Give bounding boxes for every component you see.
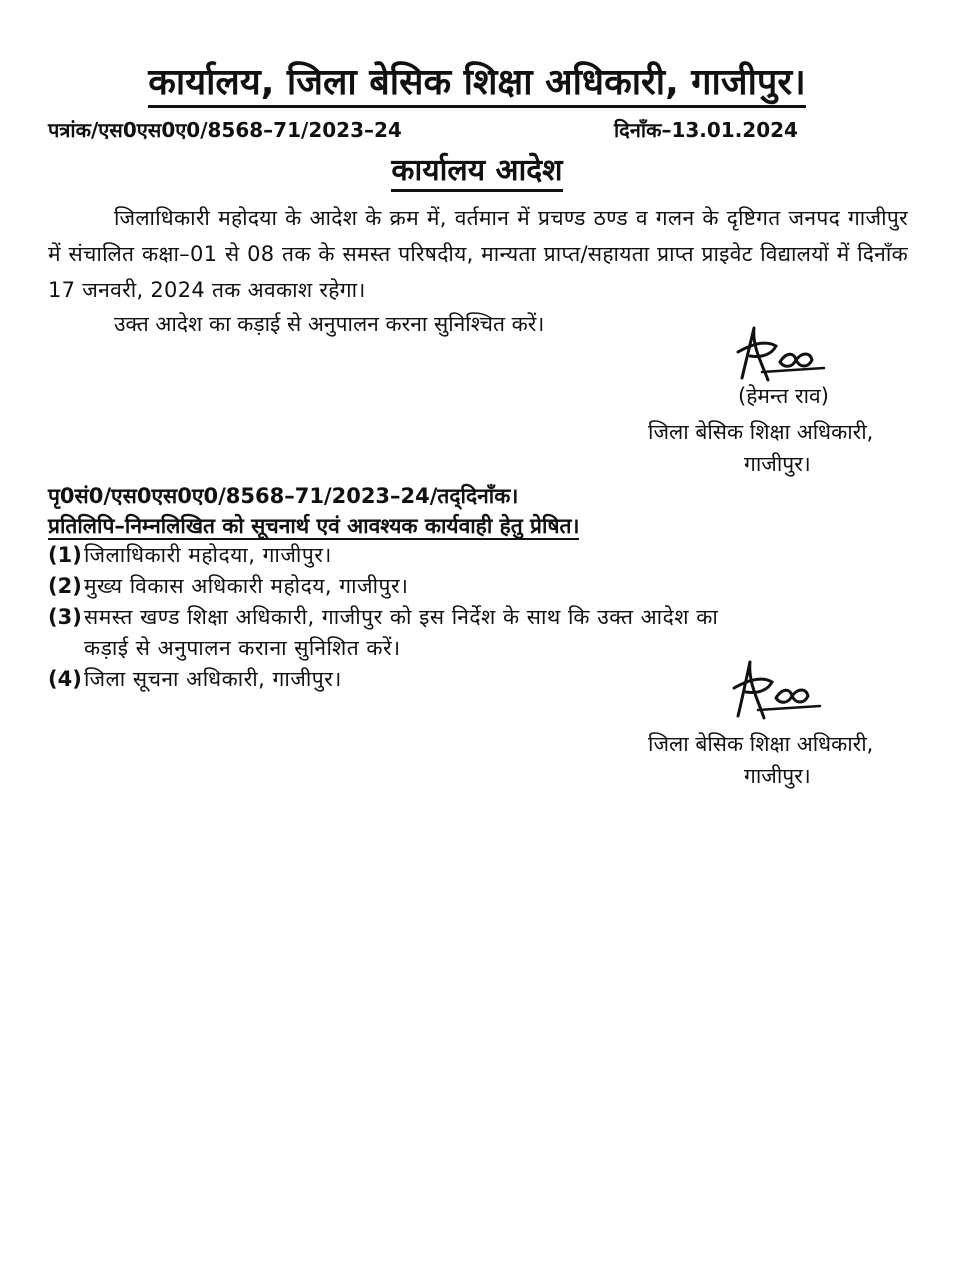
signature-2 <box>728 656 828 722</box>
copy-title: प्रतिलिपि–निम्नलिखित को सूचनार्थ एवं आवश्यक कार्यवाही हेतु प्रेषित। <box>48 514 580 538</box>
order-title: कार्यालय आदेश <box>0 148 954 189</box>
endorsement-ref: पृ0सं0/एस0एस0ए0/8568–71/2023–24/तद्‌दिनाँक। <box>48 484 519 508</box>
letter-number: पत्रांक/एस0एस0ए0/8568–71/2023–24 <box>48 118 402 142</box>
office-title: कार्यालय, जिला बेसिक शिक्षा अधिकारी, गाजीपुर। <box>0 56 954 105</box>
list-item: (2) मुख्य विकास अधिकारी महोदय, गाजीपुर। <box>48 574 409 598</box>
recipient-list <box>48 540 768 695</box>
list-item: (1) जिलाधिकारी महोदया, गाजीपुर। <box>48 543 332 567</box>
list-item: (3) समस्त खण्ड शिक्षा अधिकारी, गाजीपुर को इस निर्देश के साथ कि उक्त आदेश का कड़ाई से अनुपालन कराना सुनिशित करें। <box>48 605 719 660</box>
signatory-name: (हेमन्त राव) <box>738 384 829 408</box>
list-item: (4) जिला सूचना अधिकारी, गाजीपुर। <box>48 667 342 691</box>
compliance-line: उक्त आदेश का कड़ाई से अनुपालन करना सुनिश्चित करें। <box>114 312 545 336</box>
letter-date: दिनाँक–13.01.2024 <box>614 118 798 142</box>
signatory-2-place: गाजीपुर। <box>744 764 811 788</box>
signatory-place: गाजीपुर। <box>744 452 811 476</box>
signatory-2-designation: जिला बेसिक शिक्षा अधिकारी, <box>648 732 874 756</box>
signatory-designation: जिला बेसिक शिक्षा अधिकारी, <box>648 420 874 444</box>
order-paragraph: जिलाधिकारी महोदया के आदेश के क्रम में, वर्तमान में प्रचण्ड ठण्ड व गलन के दृष्टिगत जनपद गाजीपुर में संचालित कक्षा–01 से 08 तक के समस्त परिषदीय, मान्यता प्राप्त/सहायता प्राप्त प्राइवेट विद्यालयों में दिनाँक 17 जनवरी, 2024 तक अवकाश रहेगा। <box>48 206 908 302</box>
signature-1 <box>732 322 832 384</box>
